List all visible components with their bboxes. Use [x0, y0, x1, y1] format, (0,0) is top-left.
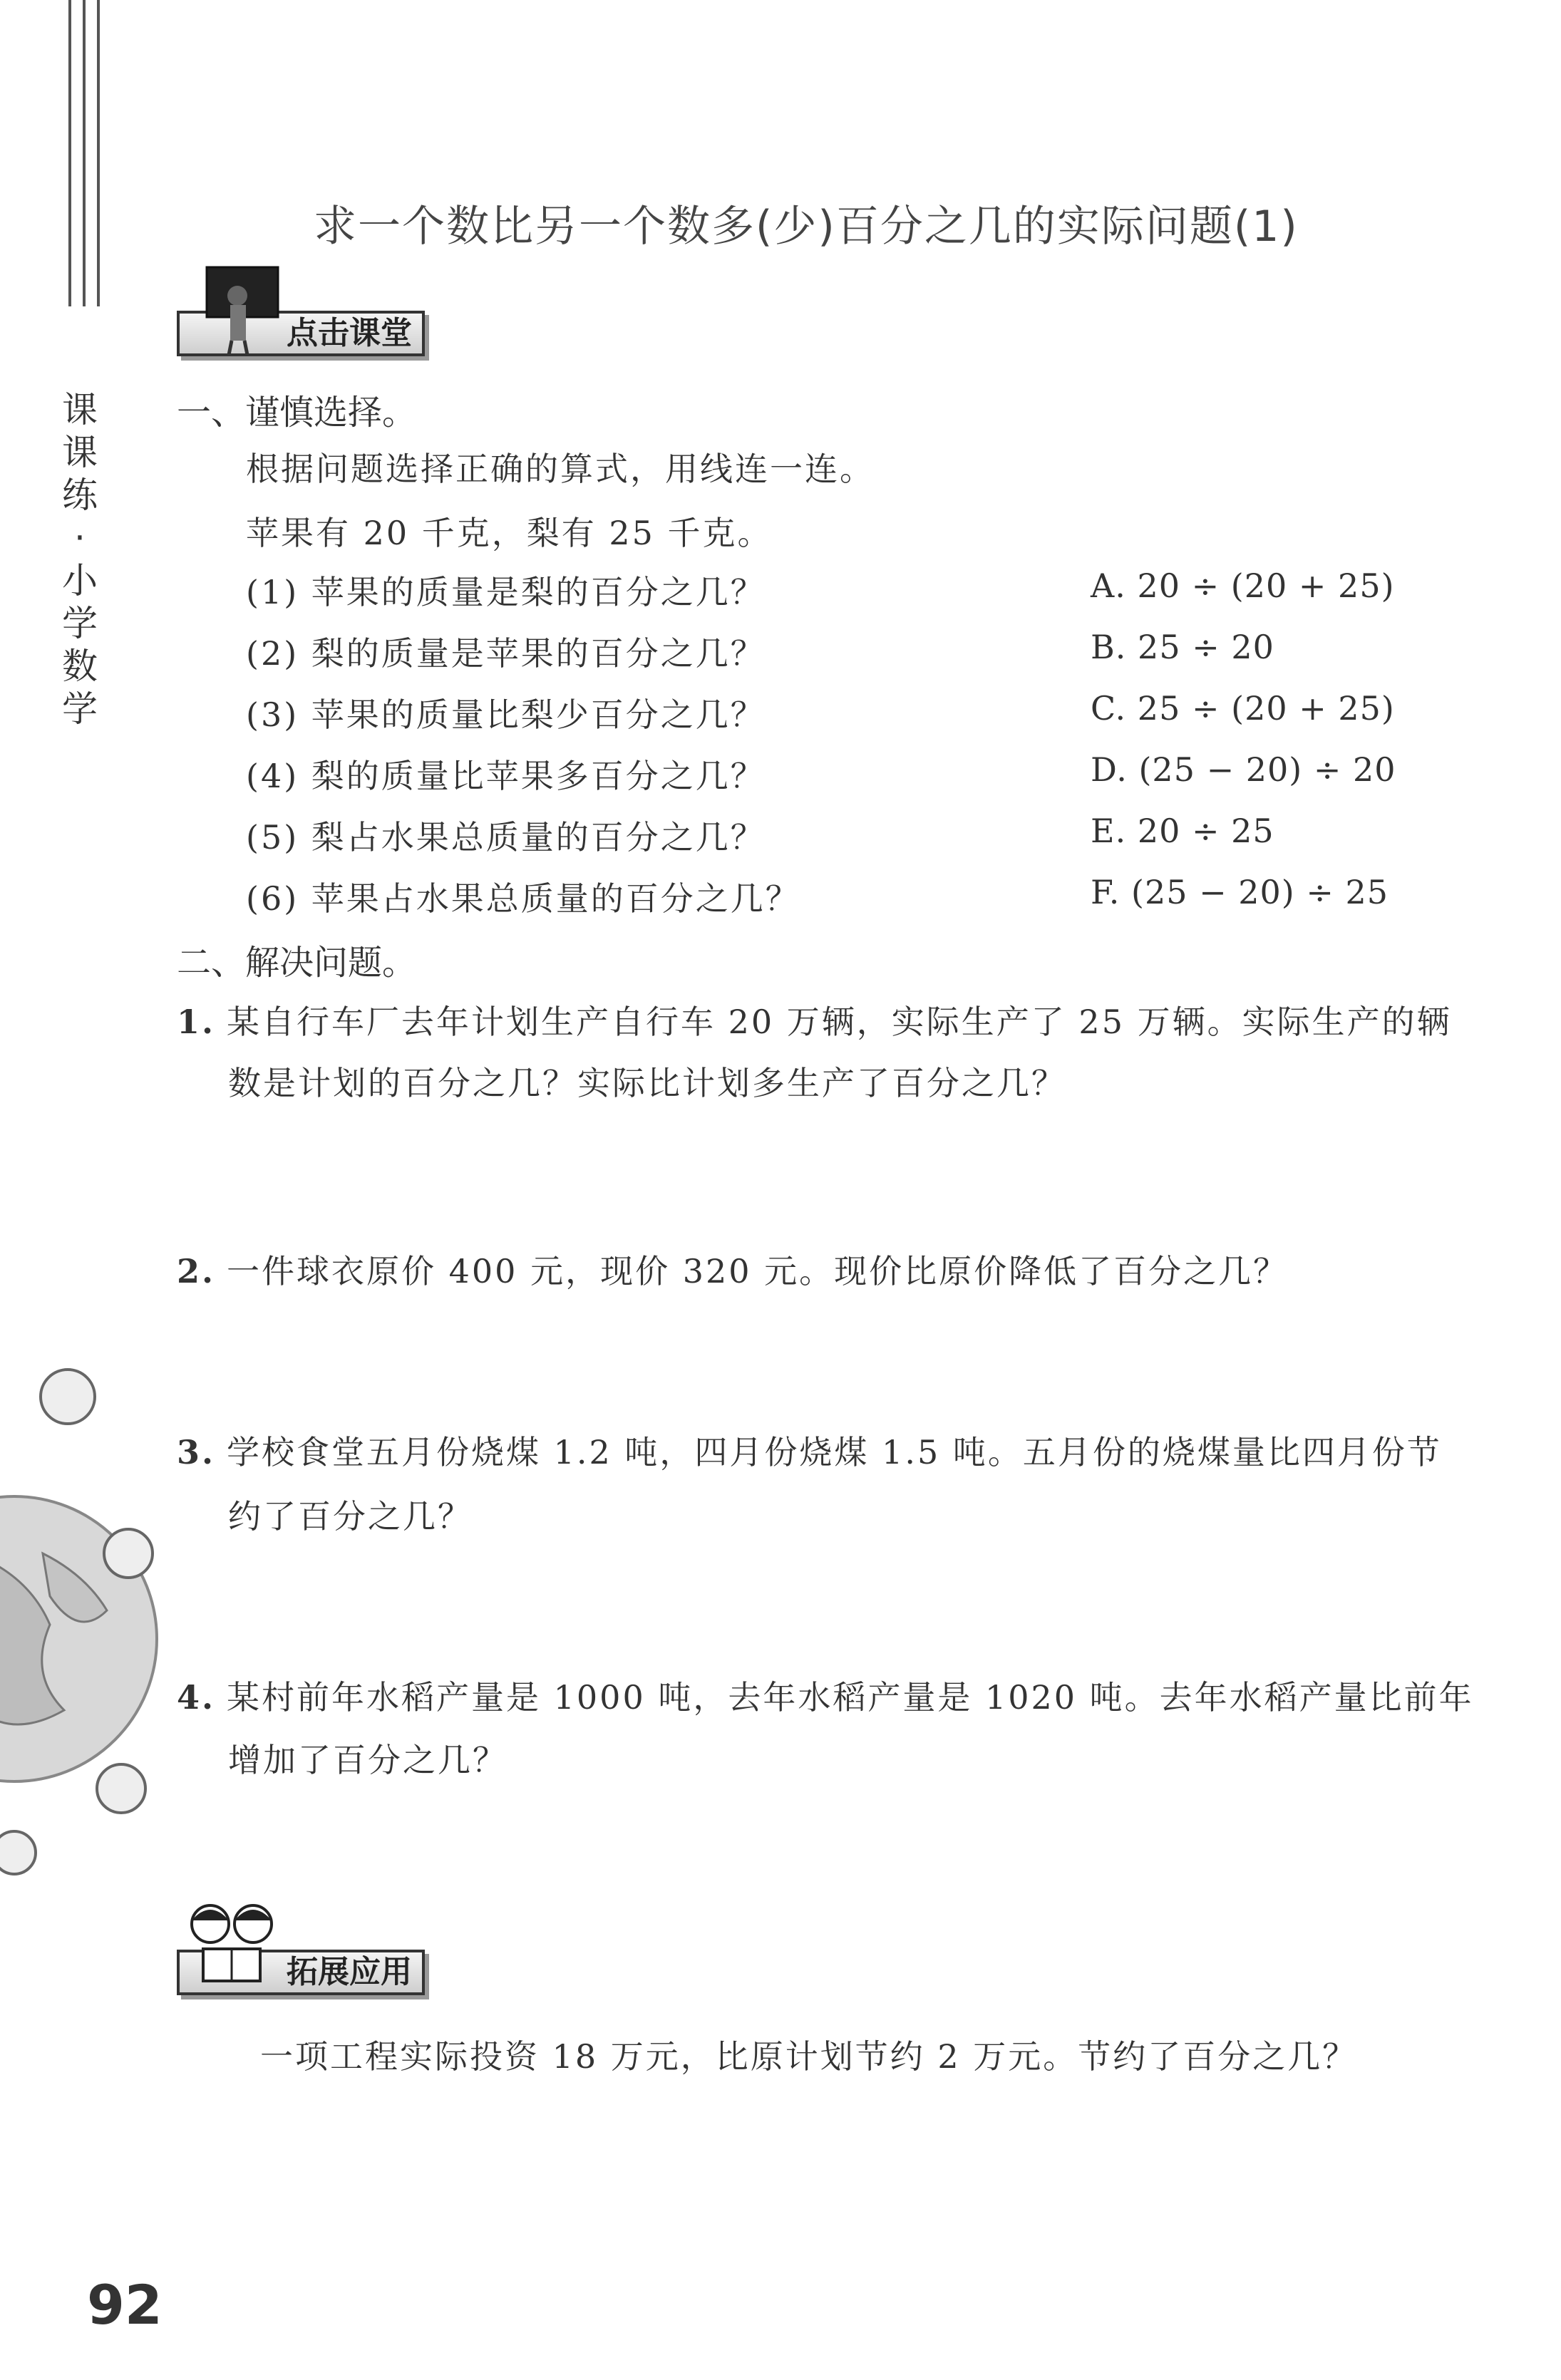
page-number: 92: [87, 2273, 163, 2337]
spine-char: 学: [62, 603, 98, 644]
option-f: F. (25 − 20) ÷ 25: [1091, 873, 1389, 911]
problem-number: 2.: [177, 1252, 216, 1290]
section1-instruction: 根据问题选择正确的算式，用线连一连。: [246, 450, 875, 488]
badge-label: 点击课堂: [287, 315, 412, 351]
spine-char: 数: [62, 646, 98, 687]
spine-char: ·: [74, 517, 86, 559]
spine-char: 课: [62, 389, 98, 430]
spine-char: 小: [62, 560, 98, 601]
globe-children-illustration: [0, 1340, 171, 1895]
extension-problem: 一项工程实际投资 18 万元，比原计划节约 2 万元。节约了百分之几？: [260, 2037, 1358, 2076]
question-5: (5) 梨占水果总质量的百分之几？: [246, 818, 766, 857]
option-c: C. 25 ÷ (20 + 25): [1091, 689, 1395, 728]
spine-char: 练: [62, 475, 98, 516]
problem-1-line2: 数是计划的百分之几？实际比计划多生产了百分之几？: [228, 1064, 1066, 1102]
problem-text: 某村前年水稻产量是 1000 吨，去年水稻产量是 1020 吨。去年水稻产量比前年: [227, 1678, 1474, 1717]
margin-line: [68, 0, 71, 306]
question-1: (1) 苹果的质量是梨的百分之几？: [246, 573, 766, 611]
spine-char: 学: [62, 688, 98, 730]
problem-4-line2: 增加了百分之几？: [228, 1741, 508, 1779]
section1-context: 苹果有 20 千克，梨有 25 千克。: [246, 514, 773, 552]
reading-children-icon: [182, 1899, 282, 1992]
section1-heading: 一、谨慎选择。: [177, 393, 417, 433]
problem-number: 1.: [177, 1003, 216, 1041]
problem-1: [177, 996, 1452, 1043]
option-d: D. (25 − 20) ÷ 20: [1091, 750, 1396, 789]
question-3: (3) 苹果的质量比梨少百分之几？: [246, 695, 766, 734]
problem-3: [177, 1427, 1442, 1474]
margin-line: [83, 0, 86, 306]
problem-text: 学校食堂五月份烧煤 1.2 吨，四月份烧煤 1.5 吨。五月份的烧煤量比四月份节: [227, 1433, 1442, 1471]
problem-text: 一件球衣原价 400 元，现价 320 元。现价比原价降低了百分之几？: [227, 1252, 1289, 1290]
problem-2: [177, 1246, 1288, 1293]
page-title: 求一个数比另一个数多(少)百分之几的实际问题(1): [314, 202, 1299, 252]
question-2: (2) 梨的质量是苹果的百分之几？: [246, 634, 766, 673]
spine-char: 课: [62, 432, 98, 473]
problem-number: 4.: [177, 1678, 216, 1717]
problem-4: [177, 1672, 1474, 1719]
option-e: E. 20 ÷ 25: [1091, 812, 1274, 850]
margin-line: [97, 0, 100, 306]
question-4: (4) 梨的质量比苹果多百分之几？: [246, 757, 766, 795]
section2-heading: 二、解决问题。: [177, 943, 417, 983]
problem-text: 某自行车厂去年计划生产自行车 20 万辆，实际生产了 25 万辆。实际生产的辆: [227, 1003, 1452, 1041]
problem-3-line2: 约了百分之几？: [228, 1497, 473, 1536]
badge-label: 拓展应用: [287, 1954, 412, 1990]
question-6: (6) 苹果占水果总质量的百分之几？: [246, 879, 800, 918]
option-a: A. 20 ÷ (20 + 25): [1091, 566, 1395, 605]
spine-series-title: [58, 388, 101, 730]
blackboard-teacher-icon: [203, 264, 282, 356]
option-b: B. 25 ÷ 20: [1091, 628, 1274, 666]
problem-number: 3.: [177, 1433, 216, 1471]
